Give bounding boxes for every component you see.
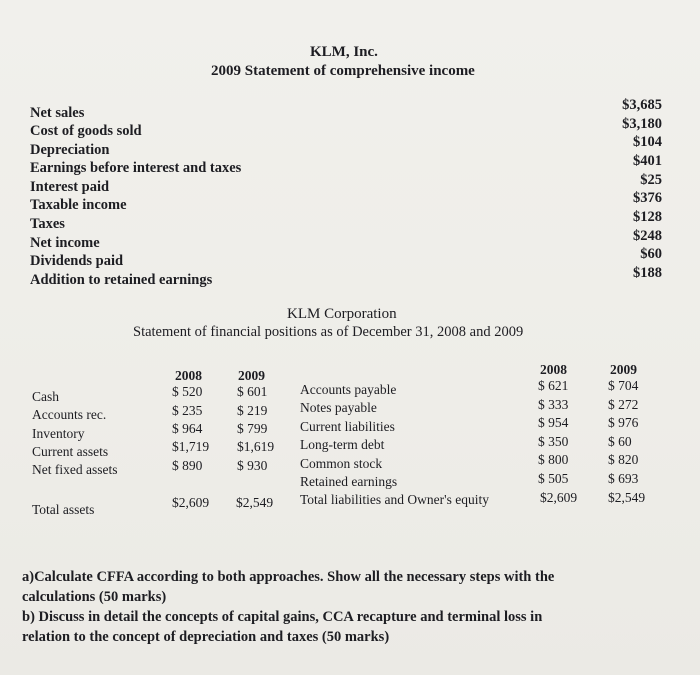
liability-value-2008: $ 333 [538,397,569,412]
liab-year-header-2009: 2009 [610,362,637,377]
total-liabilities-2008: $2,609 [540,490,578,505]
liability-label: Accounts payable [300,382,397,397]
liability-label: Notes payable [300,400,377,415]
liability-label: Current liabilities [300,419,395,434]
income-label: Interest paid [30,179,110,195]
year-header-2008: 2008 [175,368,202,383]
income-value: $128 [633,209,662,225]
liability-value-2009: $ 704 [608,378,639,393]
asset-value-2008: $1,719 [172,439,210,454]
asset-value-2009: $ 799 [237,421,268,436]
question-a-line2: calculations (50 marks) [22,589,167,605]
liability-value-2008: $ 800 [538,452,569,467]
asset-value-2008: $ 520 [172,384,203,399]
liability-label: Retained earnings [300,474,398,489]
income-label: Net income [30,235,100,251]
liability-value-2009: $ 272 [608,397,639,412]
liability-value-2008: $ 621 [538,378,569,393]
liability-value-2009: $ 820 [608,452,639,467]
question-a-line1: a)Calculate CFFA according to both approaches. Show all the necessary steps with the [22,569,555,585]
income-label: Net sales [30,105,85,121]
question-b-line2: relation to the concept of depreciation and taxes (50 marks) [22,629,390,645]
liability-label: Common stock [300,456,383,471]
total-liabilities-2009: $2,549 [608,490,646,505]
year-header-2009: 2009 [238,368,265,383]
income-company-name: KLM, Inc. [310,44,378,60]
income-label: Taxes [30,216,65,232]
liability-value-2008: $ 350 [538,434,569,449]
asset-value-2008: $ 890 [172,458,203,473]
liab-year-header-2008: 2008 [540,362,567,377]
asset-value-2009: $ 219 [237,403,268,418]
income-statement-title: 2009 Statement of comprehensive income [211,63,475,79]
asset-label: Inventory [32,426,85,441]
asset-label: Current assets [32,444,109,459]
liability-value-2009: $ 976 [608,415,639,430]
balance-statement-title: Statement of financial positions as of December 31, 2008 and 2009 [133,324,524,340]
income-value: $401 [633,153,662,169]
asset-value-2009: $ 601 [237,384,268,399]
asset-label: Net fixed assets [32,462,118,477]
income-value: $376 [633,190,662,206]
income-value: $188 [633,265,662,281]
total-assets-2008: $2,609 [172,495,210,510]
asset-value-2009: $ 930 [237,458,268,473]
total-assets-label: Total assets [32,502,95,517]
liability-label: Long-term debt [300,437,385,452]
income-label: Taxable income [30,197,127,213]
income-label: Addition to retained earnings [30,272,213,288]
income-value: $3,685 [622,97,662,113]
asset-value-2008: $ 235 [172,403,203,418]
income-value: $104 [633,134,662,150]
balance-company-name: KLM Corporation [287,306,397,322]
liability-value-2008: $ 954 [538,415,569,430]
income-label: Depreciation [30,142,110,158]
income-label: Cost of goods sold [30,123,142,139]
liability-value-2009: $ 693 [608,471,639,486]
liability-value-2008: $ 505 [538,471,569,486]
income-label: Dividends paid [30,253,124,269]
income-label: Earnings before interest and taxes [30,160,242,176]
question-b-line1: b) Discuss in detail the concepts of capital gains, CCA recapture and terminal loss in [22,609,543,625]
income-value: $3,180 [622,116,662,132]
asset-label: Cash [32,389,59,404]
total-assets-2009: $2,549 [236,495,274,510]
liability-value-2009: $ 60 [608,434,632,449]
income-value: $60 [640,246,662,262]
income-value: $25 [640,172,662,188]
total-liabilities-label: Total liabilities and Owner's equity [300,492,489,507]
asset-value-2008: $ 964 [172,421,203,436]
asset-value-2009: $1,619 [237,439,275,454]
asset-label: Accounts rec. [32,407,107,422]
income-value: $248 [633,228,662,244]
